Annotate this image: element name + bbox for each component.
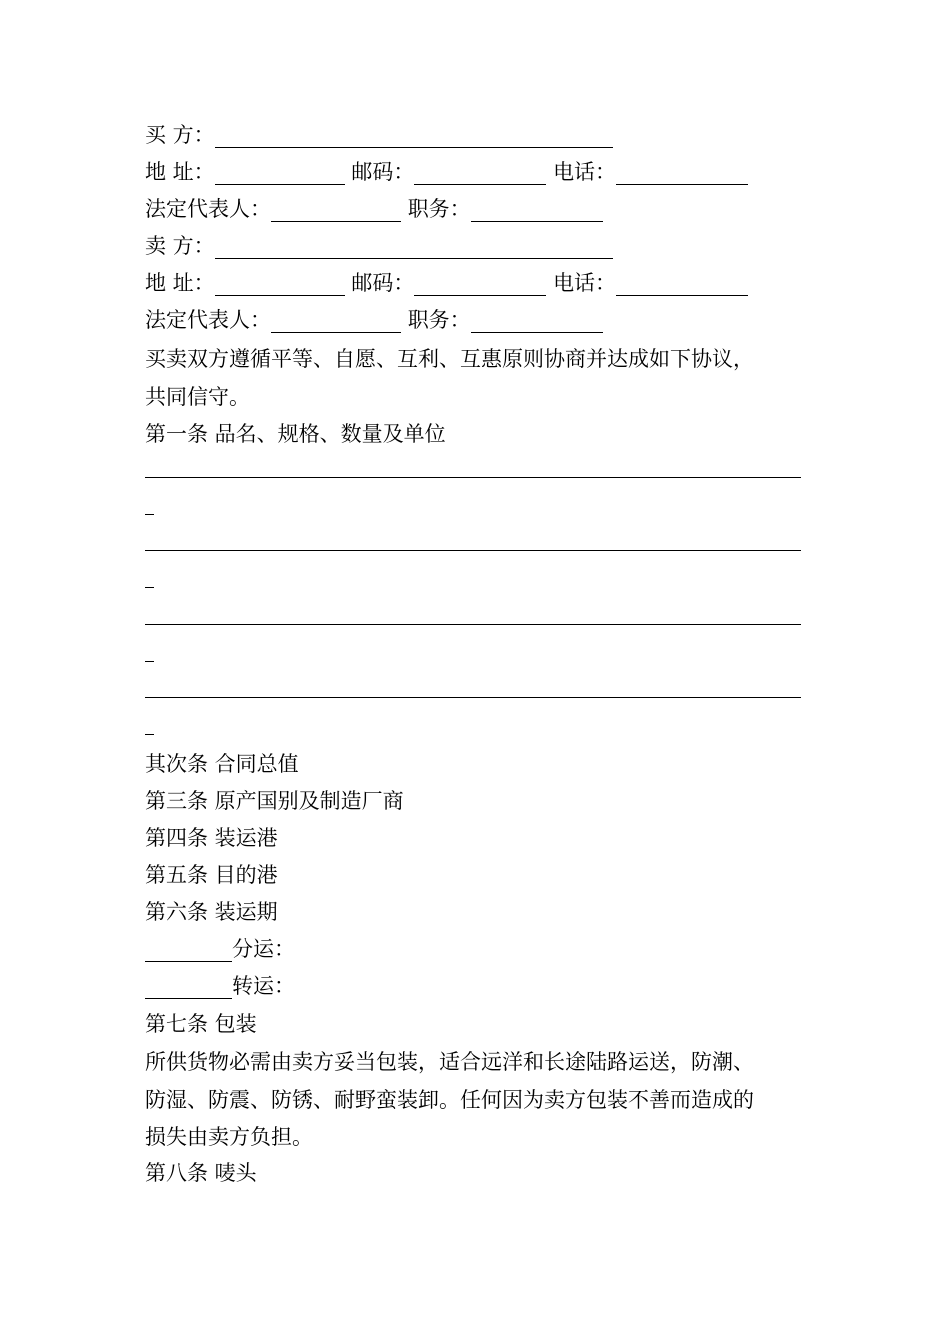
seller-address-blank[interactable] bbox=[215, 269, 345, 296]
buyer-line bbox=[145, 117, 613, 154]
article-1-blank-line-4[interactable] bbox=[145, 697, 801, 698]
preamble-line-1: 买卖双方遵循平等、自愿、互利、互惠原则协商并达成如下协议， bbox=[145, 347, 754, 371]
article-7-body-3: 损失由卖方负担。 bbox=[145, 1125, 313, 1149]
buyer-rep-blank[interactable] bbox=[271, 195, 401, 222]
article-3-heading: 第三条 原产国别及制造厂商 bbox=[145, 789, 404, 813]
seller-postcode-label: 邮码： bbox=[351, 271, 415, 295]
preamble-line-2: 共同信守。 bbox=[145, 385, 250, 409]
article-8-heading: 第八条 唛头 bbox=[145, 1161, 257, 1185]
article-1-heading: 第一条 品名、规格、数量及单位 bbox=[145, 422, 446, 446]
transshipment-label: 转运： bbox=[232, 974, 295, 998]
seller-line bbox=[145, 228, 613, 265]
article-5-heading: 第五条 目的港 bbox=[145, 863, 278, 887]
article-6-heading: 第六条 装运期 bbox=[145, 900, 278, 924]
article-7-body-2: 防湿、防震、防锈、耐野蛮装卸。任何因为卖方包装不善而造成的 bbox=[145, 1088, 754, 1112]
seller-phone-label: 电话： bbox=[553, 271, 617, 295]
seller-name-blank[interactable] bbox=[215, 232, 613, 259]
partial-shipment-line bbox=[145, 931, 295, 968]
seller-title-blank[interactable] bbox=[471, 306, 603, 333]
seller-address-line bbox=[145, 265, 748, 302]
article-4-heading: 第四条 装运港 bbox=[145, 826, 278, 850]
partial-shipment-label: 分运： bbox=[232, 937, 295, 961]
buyer-address-label: 地 址： bbox=[145, 160, 215, 184]
article-1-blank-line-2[interactable] bbox=[145, 550, 801, 551]
seller-rep-label: 法定代表人： bbox=[145, 308, 271, 332]
seller-postcode-blank[interactable] bbox=[414, 269, 546, 296]
article-1-blank-line-3[interactable] bbox=[145, 624, 801, 625]
seller-rep-blank[interactable] bbox=[271, 306, 401, 333]
seller-address-label: 地 址： bbox=[145, 271, 215, 295]
buyer-title-label: 职务： bbox=[407, 197, 471, 221]
buyer-address-line bbox=[145, 154, 748, 191]
buyer-postcode-label: 邮码： bbox=[351, 160, 415, 184]
article-7-body-1: 所供货物必需由卖方妥当包装，适合远洋和长途陆路运送，防潮、 bbox=[145, 1050, 754, 1074]
article-1-blank-tail-2 bbox=[145, 587, 154, 588]
seller-title-label: 职务： bbox=[407, 308, 471, 332]
article-2-heading: 其次条 合同总值 bbox=[145, 752, 299, 776]
article-7-heading: 第七条 包装 bbox=[145, 1012, 257, 1036]
buyer-phone-blank[interactable] bbox=[616, 158, 748, 185]
buyer-postcode-blank[interactable] bbox=[414, 158, 546, 185]
article-1-blank-tail-4 bbox=[145, 734, 154, 735]
seller-phone-blank[interactable] bbox=[616, 269, 748, 296]
transshipment-line bbox=[145, 968, 295, 1005]
seller-label: 卖 方： bbox=[145, 234, 215, 258]
buyer-phone-label: 电话： bbox=[553, 160, 617, 184]
seller-rep-line bbox=[145, 302, 603, 339]
buyer-title-blank[interactable] bbox=[471, 195, 603, 222]
article-1-blank-line-1[interactable] bbox=[145, 477, 801, 478]
buyer-address-blank[interactable] bbox=[215, 158, 345, 185]
article-1-blank-tail-1 bbox=[145, 514, 154, 515]
transshipment-blank[interactable] bbox=[145, 972, 232, 999]
article-1-blank-tail-3 bbox=[145, 661, 154, 662]
partial-shipment-blank[interactable] bbox=[145, 935, 232, 962]
buyer-rep-line bbox=[145, 191, 603, 228]
buyer-label: 买 方： bbox=[145, 123, 215, 147]
buyer-name-blank[interactable] bbox=[215, 121, 613, 148]
buyer-rep-label: 法定代表人： bbox=[145, 197, 271, 221]
